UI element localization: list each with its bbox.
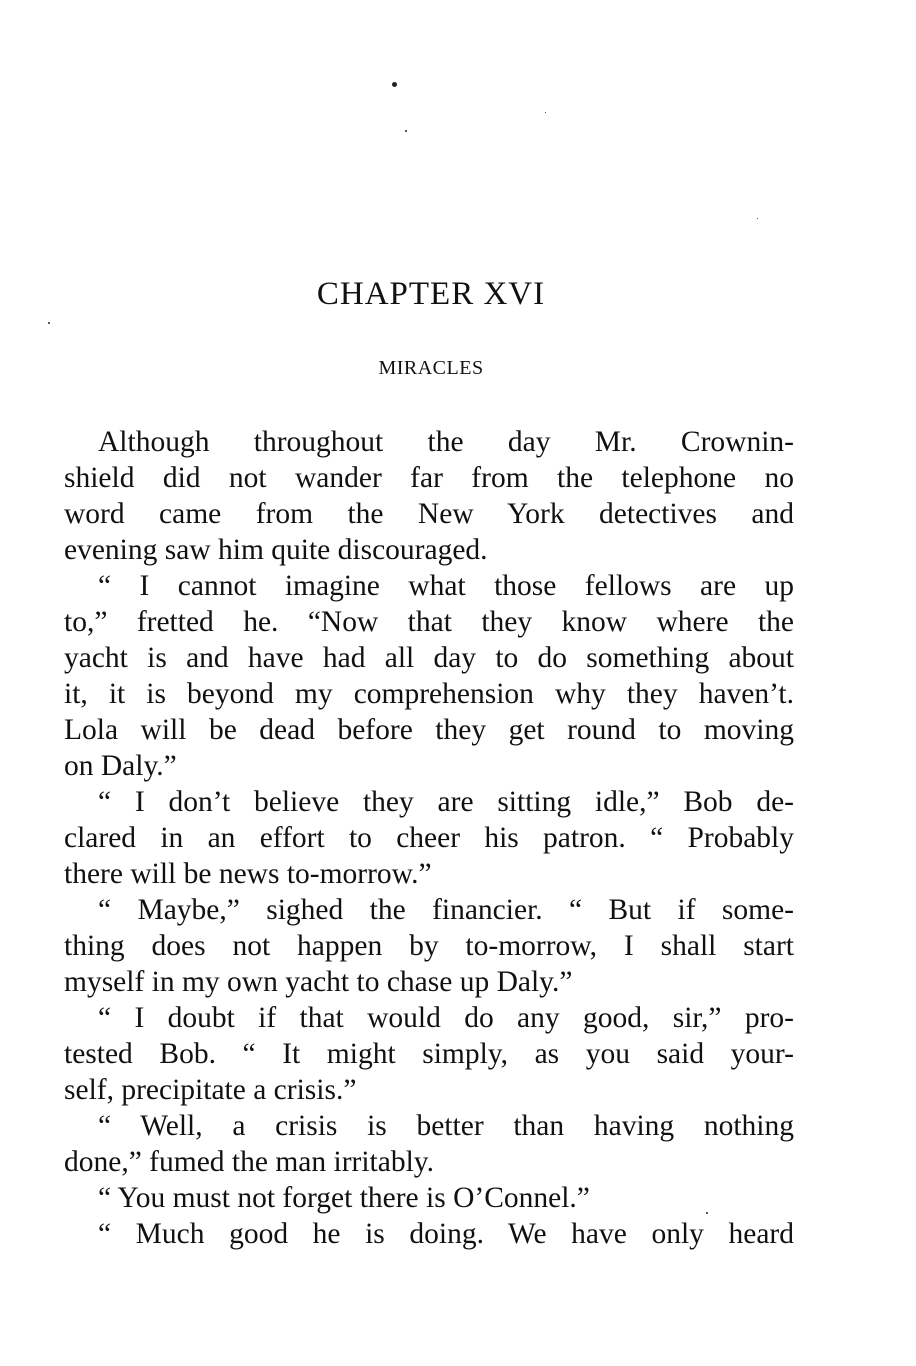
text-line: “ Much good he is doing. We have only heard — [98, 1218, 794, 1250]
text-line: shield did not wander far from the telephone no — [64, 462, 794, 494]
text-line: done,” fumed the man irritably. — [64, 1146, 434, 1178]
ink-speck — [757, 218, 758, 219]
text-line: myself in my own yacht to chase up Daly.” — [64, 966, 573, 998]
ink-speck — [405, 130, 407, 132]
text-line: “ Maybe,” sighed the financier. “ But if some- — [98, 894, 794, 926]
text-line: Although throughout the day Mr. Crownin- — [98, 426, 794, 458]
text-line: on Daly.” — [64, 750, 177, 782]
text-line: tested Bob. “ It might simply, as you said your- — [64, 1038, 794, 1070]
text-line: Lola will be dead before they get round to moving — [64, 714, 794, 746]
chapter-subtitle: MIRACLES — [378, 357, 484, 379]
ink-speck — [545, 112, 546, 113]
text-line: “ I cannot imagine what those fellows are up — [98, 570, 794, 602]
text-line: there will be news to-morrow.” — [64, 858, 432, 890]
text-line: “ I don’t believe they are sitting idle,” Bob de- — [98, 786, 794, 818]
text-line: “ I doubt if that would do any good, sir,” pro- — [98, 1002, 794, 1034]
text-line: thing does not happen by to-morrow, I shall start — [64, 930, 794, 962]
ink-speck — [392, 82, 397, 87]
ink-speck — [48, 322, 50, 324]
text-line: yacht is and have had all day to do something about — [64, 642, 794, 674]
text-line: clared in an effort to cheer his patron. “ Probably — [64, 822, 794, 854]
chapter-title: CHAPTER XVI — [316, 276, 546, 312]
text-line: it, it is beyond my comprehension why they haven’t. — [64, 678, 794, 710]
text-line: evening saw him quite discouraged. — [64, 534, 488, 566]
text-line: “ Well, a crisis is better than having nothing — [98, 1110, 794, 1142]
text-line: to,” fretted he. “Now that they know where the — [64, 606, 794, 638]
body-text — [64, 424, 794, 1252]
text-line: “ You must not forget there is O’Connel.” — [98, 1182, 590, 1214]
text-line: self, precipitate a crisis.” — [64, 1074, 357, 1106]
text-line: word came from the New York detectives and — [64, 498, 794, 530]
